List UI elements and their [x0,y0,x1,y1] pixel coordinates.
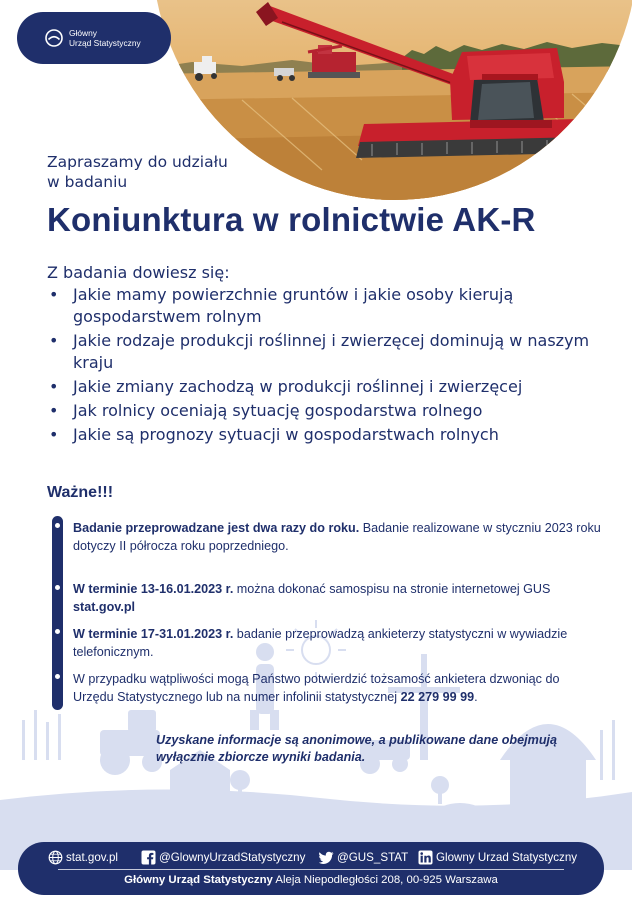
footer-address-text: Aleja Niepodległości 208, 00-925 Warszawa [272,874,498,886]
footer-link-facebook[interactable] [141,850,305,865]
footer-facebook-label: @GlownyUrzadStatystyczny [159,851,306,864]
learn-item-production-types: • Jakie rodzaje produkcji roślinnej i zwierzęcej dominują w naszym kraju [47,330,607,374]
invitation-text [47,152,228,192]
learn-item-land: • Jakie mamy powierzchnie gruntów i jakie osoby kierują gospodarstwem rolnym [47,284,607,328]
stat-gov-link[interactable]: stat.gov.pl [73,600,136,614]
note-telephone-interview-bold: W terminie 17-31.01.2023 r. [73,627,234,641]
timeline-dot [55,629,60,634]
footer-twitter-label: @GUS_STAT [337,851,409,864]
timeline-dot [55,523,60,528]
note-self-enumeration [73,580,603,616]
timeline-bar [52,516,63,710]
note-twice-a-year-text: Badanie realizowane w styczniu 2023 roku dotyczy II półrocza roku poprzedniego. [73,521,601,553]
globe-icon [48,850,63,865]
hotline-number[interactable]: 22 279 99 99 [400,690,475,704]
logo-line-1: Główny [69,28,97,38]
footer-address [18,874,604,886]
note-telephone-interview-text: badanie przeprowadzą ankieterzy statystyczni w wywiadzie telefonicznym. [73,627,568,659]
anonymity-statement: Uzyskane informacje są anonimowe, a publikowane dane obejmują wyłącznie zbiorcze wyniki badania. [156,733,558,764]
important-heading: Ważne!!! [47,484,114,501]
footer-link-web[interactable] [48,850,118,865]
timeline-dot [55,585,60,590]
learn-item-forecasts: • Jakie są prognozy sytuacji w gospodarstwach rolnych [47,424,607,446]
invitation-line-1: Zapraszamy do udziału [47,153,228,171]
note-self-enumeration-text: można dokonać samospisu na stronie internetowej GUS [233,582,551,596]
invitation-line-2: w badaniu [47,173,128,191]
facebook-icon [141,850,156,865]
note-self-enumeration-bold: W terminie 13-16.01.2023 r. [73,582,234,596]
twitter-icon [319,850,334,865]
linkedin-icon [418,850,433,865]
note-verify-interviewer-text: W przypadku wątpliwości mogą Państwo potwierdzić tożsamość ankietera dzwoniąc do Urzędu Statystycznego lub na numer infolinii statystycznej [73,672,560,704]
footer-office-name: Główny Urząd Statystyczny [124,874,273,886]
note-verify-interviewer [73,670,603,706]
timeline-dot [55,674,60,679]
note-verify-interviewer-end: . [474,690,478,704]
footer-link-linkedin[interactable] [418,850,577,865]
page-title: Koniunktura w rolnictwie AK-R [47,201,536,238]
gus-logo-badge[interactable] [17,12,171,64]
footer-link-twitter[interactable] [319,850,408,865]
footer-links [18,850,604,866]
logo-text [69,28,141,48]
gus-logo-icon [45,29,63,47]
note-twice-a-year-bold: Badanie przeprowadzane jest dwa razy do roku. [73,521,360,535]
footer [18,842,604,895]
footer-linkedin-label: Glowny Urzad Statystyczny [436,851,578,864]
footer-divider [58,869,564,870]
learn-item-production-changes: • Jakie zmiany zachodzą w produkcji roślinnej i zwierzęcej [47,376,607,398]
note-telephone-interview [73,625,603,661]
learn-item-farm-assessment: • Jak rolnicy oceniają sytuację gospodarstwa rolnego [47,400,607,422]
note-twice-a-year [73,519,603,555]
learn-list [47,284,607,446]
logo-line-2: Urząd Statystyczny [69,38,141,48]
learn-section [47,262,607,448]
learn-heading: Z badania dowiesz się: [47,263,230,282]
footer-web-label: stat.gov.pl [66,851,118,864]
